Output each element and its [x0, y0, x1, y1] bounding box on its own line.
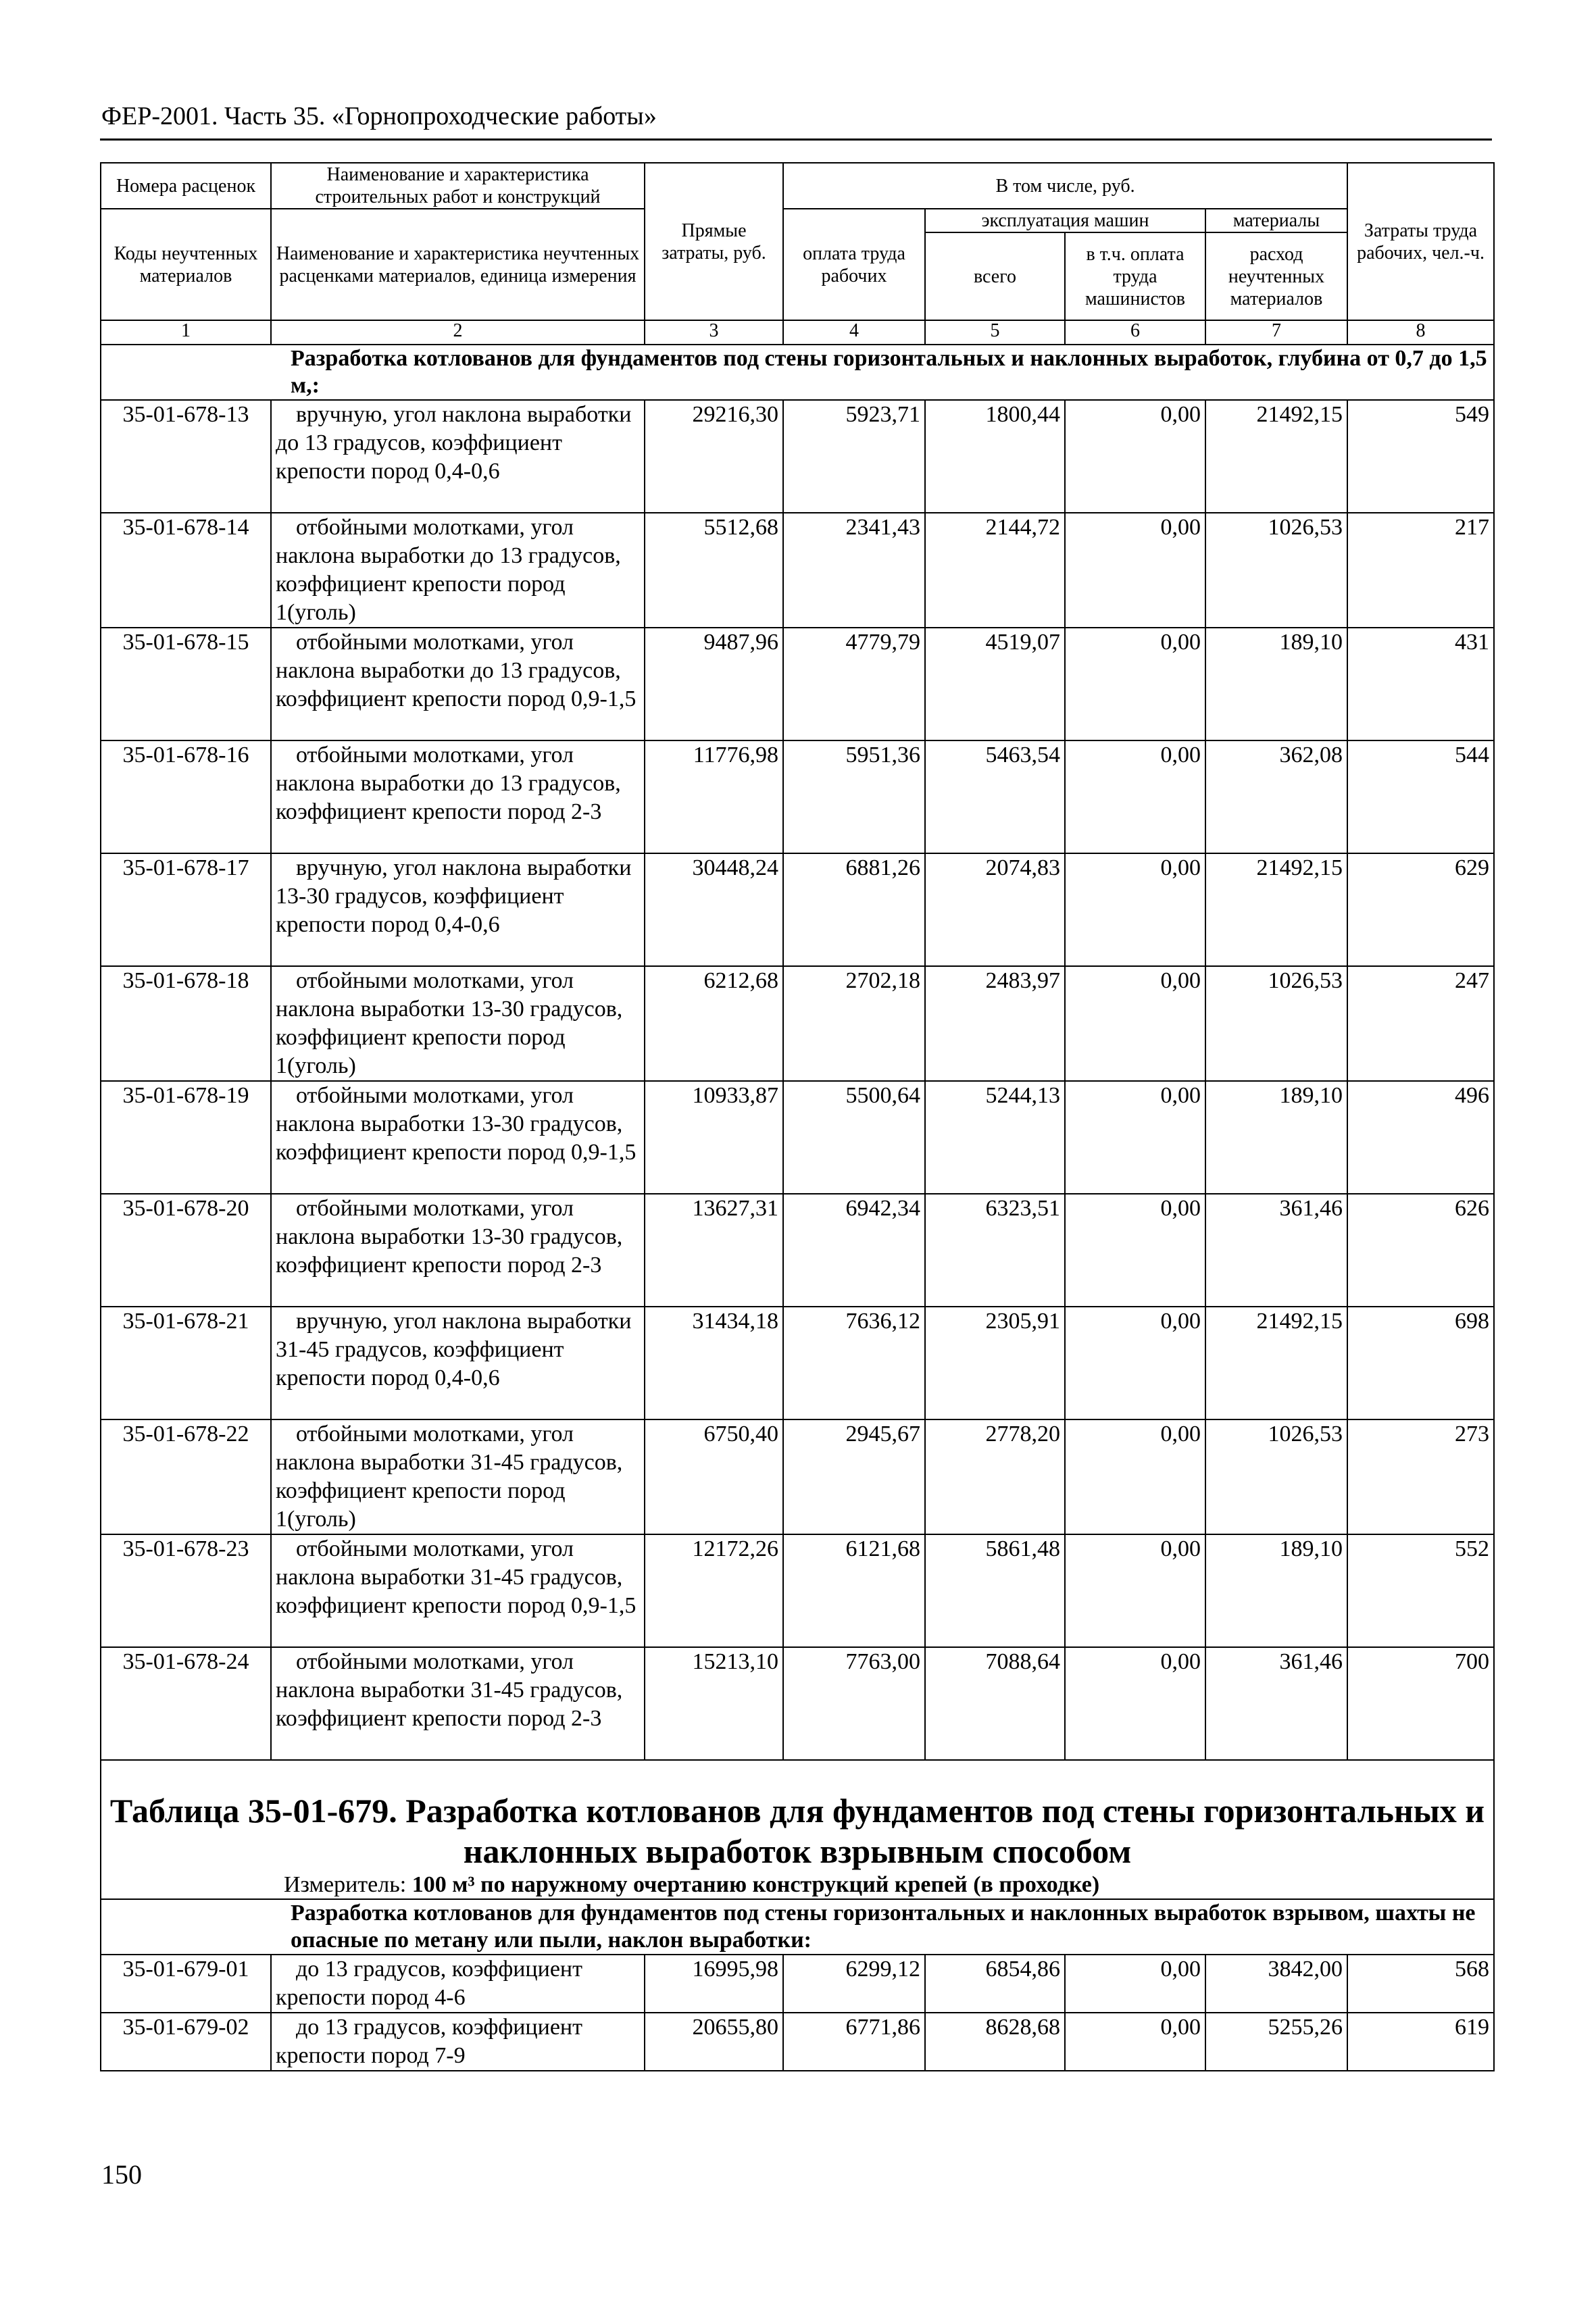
labor-hours: 217 [1347, 513, 1494, 628]
labor-hours: 626 [1347, 1194, 1494, 1307]
header-labor-hours: Затраты труда рабочих, чел.-ч. [1347, 163, 1494, 320]
machines-total: 5244,13 [925, 1081, 1065, 1194]
labor-pay: 4779,79 [783, 628, 925, 740]
rates-table [100, 162, 1495, 2071]
work-description: вручную, угол наклона выработки 31-45 градусов, коэффициент крепости пород 0,4-0,6 [271, 1307, 645, 1419]
rate-code: 35-01-678-14 [101, 513, 271, 628]
direct-costs: 12172,26 [645, 1534, 783, 1647]
machines-total: 6854,86 [925, 1955, 1065, 2013]
table-row [101, 628, 1494, 740]
labor-hours: 568 [1347, 1955, 1494, 2013]
machinists-pay: 0,00 [1065, 2013, 1205, 2071]
materials-cost: 3842,00 [1205, 1955, 1347, 2013]
machines-total: 2483,97 [925, 966, 1065, 1081]
materials-cost: 5255,26 [1205, 2013, 1347, 2071]
machinists-pay: 0,00 [1065, 1419, 1205, 1534]
header-material-codes: Коды неучтенных материалов [101, 209, 271, 320]
work-description: отбойными молотками, угол наклона выработки 31-45 градусов, коэффициент крепости пород 0,9-1,5 [271, 1534, 645, 1647]
materials-cost: 361,46 [1205, 1647, 1347, 1760]
work-description: отбойными молотками, угол наклона выработки 31-45 градусов, коэффициент крепости пород 2-3 [271, 1647, 645, 1760]
direct-costs: 6750,40 [645, 1419, 783, 1534]
labor-pay: 6942,34 [783, 1194, 925, 1307]
materials-cost: 1026,53 [1205, 513, 1347, 628]
machines-total: 6323,51 [925, 1194, 1065, 1307]
work-description: отбойными молотками, угол наклона выработки 13-30 градусов, коэффициент крепости пород 2-3 [271, 1194, 645, 1307]
machinists-pay: 0,00 [1065, 853, 1205, 966]
header-machinists-pay: в т.ч. оплата труда машинистов [1065, 232, 1205, 320]
machines-total: 5463,54 [925, 740, 1065, 853]
direct-costs: 9487,96 [645, 628, 783, 740]
rate-code: 35-01-678-24 [101, 1647, 271, 1760]
direct-costs: 6212,68 [645, 966, 783, 1081]
page-header: ФЕР-2001. Часть 35. «Горнопроходческие работы» [101, 102, 657, 130]
machinists-pay: 0,00 [1065, 740, 1205, 853]
work-description: вручную, угол наклона выработки до 13 градусов, коэффициент крепости пород 0,4-0,6 [271, 400, 645, 513]
labor-hours: 549 [1347, 400, 1494, 513]
direct-costs: 15213,10 [645, 1647, 783, 1760]
header-direct-costs: Прямые затраты, руб. [645, 163, 783, 320]
table-row [101, 1955, 1494, 2013]
work-description: отбойными молотками, угол наклона выработки 13-30 градусов, коэффициент крепости пород 0,9-1,5 [271, 1081, 645, 1194]
machinists-pay: 0,00 [1065, 1955, 1205, 2013]
column-number: 4 [783, 320, 925, 345]
labor-pay: 2945,67 [783, 1419, 925, 1534]
machinists-pay: 0,00 [1065, 513, 1205, 628]
direct-costs: 29216,30 [645, 400, 783, 513]
machines-total: 2074,83 [925, 853, 1065, 966]
materials-cost: 189,10 [1205, 628, 1347, 740]
work-description: отбойными молотками, угол наклона выработки 13-30 градусов, коэффициент крепости пород 1(уголь) [271, 966, 645, 1081]
direct-costs: 30448,24 [645, 853, 783, 966]
column-number: 1 [101, 320, 271, 345]
table-row [101, 1194, 1494, 1307]
materials-cost: 1026,53 [1205, 966, 1347, 1081]
work-description: до 13 градусов, коэффициент крепости пород 4-6 [271, 1955, 645, 2013]
machinists-pay: 0,00 [1065, 966, 1205, 1081]
header-rate-numbers: Номера расценок [101, 163, 271, 209]
machines-total: 4519,07 [925, 628, 1065, 740]
machinists-pay: 0,00 [1065, 628, 1205, 740]
labor-hours: 698 [1347, 1307, 1494, 1419]
rate-code: 35-01-678-16 [101, 740, 271, 853]
rate-code: 35-01-678-20 [101, 1194, 271, 1307]
measure-value: 100 м³ по наружному очертанию конструкций крепей (в проходке) [412, 1872, 1100, 1897]
section-title: Разработка котлованов для фундаментов под стены горизонтальных и наклонных выработок взрывом, шахты не опасные по метану или пыли, наклон выработки: [101, 1899, 1494, 1955]
table-row [101, 2013, 1494, 2071]
materials-cost: 21492,15 [1205, 853, 1347, 966]
rate-code: 35-01-678-22 [101, 1419, 271, 1534]
labor-pay: 2341,43 [783, 513, 925, 628]
machinists-pay: 0,00 [1065, 400, 1205, 513]
direct-costs: 31434,18 [645, 1307, 783, 1419]
header-including: В том числе, руб. [783, 163, 1347, 209]
header-machines: эксплуатация машин [925, 209, 1205, 232]
header-labor-pay: оплата труда рабочих [783, 209, 925, 320]
work-description: вручную, угол наклона выработки 13-30 градусов, коэффициент крепости пород 0,4-0,6 [271, 853, 645, 966]
rate-code: 35-01-678-19 [101, 1081, 271, 1194]
header-machines-total: всего [925, 232, 1065, 320]
machines-total: 5861,48 [925, 1534, 1065, 1647]
table-row [101, 1081, 1494, 1194]
labor-hours: 552 [1347, 1534, 1494, 1647]
table-row [101, 1647, 1494, 1760]
materials-cost: 21492,15 [1205, 1307, 1347, 1419]
machinists-pay: 0,00 [1065, 1307, 1205, 1419]
column-number: 2 [271, 320, 645, 345]
labor-hours: 700 [1347, 1647, 1494, 1760]
direct-costs: 10933,87 [645, 1081, 783, 1194]
machines-total: 2144,72 [925, 513, 1065, 628]
column-number: 7 [1205, 320, 1347, 345]
work-description: отбойными молотками, угол наклона выработки до 13 градусов, коэффициент крепости пород 0,9-1,5 [271, 628, 645, 740]
column-number: 6 [1065, 320, 1205, 345]
materials-cost: 189,10 [1205, 1081, 1347, 1194]
rate-code: 35-01-678-23 [101, 1534, 271, 1647]
machines-total: 7088,64 [925, 1647, 1065, 1760]
materials-cost: 21492,15 [1205, 400, 1347, 513]
table-title: Таблица 35-01-679. Разработка котлованов для фундаментов под стены горизонтальных и наклонных выработок взрывным способом [101, 1760, 1494, 1871]
labor-hours: 544 [1347, 740, 1494, 853]
rate-code: 35-01-678-17 [101, 853, 271, 966]
labor-pay: 6881,26 [783, 853, 925, 966]
materials-cost: 361,46 [1205, 1194, 1347, 1307]
direct-costs: 11776,98 [645, 740, 783, 853]
table-row [101, 1419, 1494, 1534]
column-number: 8 [1347, 320, 1494, 345]
machines-total: 2778,20 [925, 1419, 1065, 1534]
table-row [101, 853, 1494, 966]
work-description: отбойными молотками, угол наклона выработки до 13 градусов, коэффициент крепости пород 1(уголь) [271, 513, 645, 628]
table-row [101, 740, 1494, 853]
rate-code: 35-01-678-18 [101, 966, 271, 1081]
work-description: отбойными молотками, угол наклона выработки до 13 градусов, коэффициент крепости пород 2-3 [271, 740, 645, 853]
table-row [101, 1534, 1494, 1647]
labor-hours: 273 [1347, 1419, 1494, 1534]
direct-costs: 16995,98 [645, 1955, 783, 2013]
page-number: 150 [101, 2159, 142, 2190]
labor-pay: 6771,86 [783, 2013, 925, 2071]
direct-costs: 13627,31 [645, 1194, 783, 1307]
direct-costs: 20655,80 [645, 2013, 783, 2071]
section-title: Разработка котлованов для фундаментов под стены горизонтальных и наклонных выработок, глубина от 0,7 до 1,5 м,: [101, 345, 1494, 400]
rate-code: 35-01-679-02 [101, 2013, 271, 2071]
table-row [101, 1307, 1494, 1419]
measure-label: Измеритель: [284, 1872, 407, 1897]
table-row [101, 513, 1494, 628]
labor-pay: 5923,71 [783, 400, 925, 513]
work-description: до 13 градусов, коэффициент крепости пород 7-9 [271, 2013, 645, 2071]
machines-total: 2305,91 [925, 1307, 1065, 1419]
labor-pay: 5500,64 [783, 1081, 925, 1194]
header-material-name: Наименование и характеристика неучтенных расценками материалов, единица измерения [271, 209, 645, 320]
labor-pay: 7636,12 [783, 1307, 925, 1419]
rate-code: 35-01-678-15 [101, 628, 271, 740]
materials-cost: 1026,53 [1205, 1419, 1347, 1534]
rate-code: 35-01-679-01 [101, 1955, 271, 2013]
machinists-pay: 0,00 [1065, 1534, 1205, 1647]
work-description: отбойными молотками, угол наклона выработки 31-45 градусов, коэффициент крепости пород 1(уголь) [271, 1419, 645, 1534]
table-row [101, 400, 1494, 513]
machines-total: 1800,44 [925, 400, 1065, 513]
column-number: 5 [925, 320, 1065, 345]
header-material-consumption: расход неучтенных материалов [1205, 232, 1347, 320]
machinists-pay: 0,00 [1065, 1081, 1205, 1194]
labor-pay: 6121,68 [783, 1534, 925, 1647]
rate-code: 35-01-678-13 [101, 400, 271, 513]
machines-total: 8628,68 [925, 2013, 1065, 2071]
labor-pay: 2702,18 [783, 966, 925, 1081]
labor-hours: 247 [1347, 966, 1494, 1081]
labor-pay: 6299,12 [783, 1955, 925, 2013]
labor-hours: 496 [1347, 1081, 1494, 1194]
machinists-pay: 0,00 [1065, 1194, 1205, 1307]
materials-cost: 189,10 [1205, 1534, 1347, 1647]
header-work-name: Наименование и характеристика строительных работ и конструкций [271, 163, 645, 209]
measure-line [101, 1871, 1494, 1899]
labor-hours: 619 [1347, 2013, 1494, 2071]
direct-costs: 5512,68 [645, 513, 783, 628]
machinists-pay: 0,00 [1065, 1647, 1205, 1760]
rate-code: 35-01-678-21 [101, 1307, 271, 1419]
header-materials: материалы [1205, 209, 1347, 232]
table-row [101, 966, 1494, 1081]
labor-hours: 629 [1347, 853, 1494, 966]
labor-pay: 5951,36 [783, 740, 925, 853]
column-number: 3 [645, 320, 783, 345]
materials-cost: 362,08 [1205, 740, 1347, 853]
header-rule [100, 139, 1492, 141]
labor-pay: 7763,00 [783, 1647, 925, 1760]
labor-hours: 431 [1347, 628, 1494, 740]
